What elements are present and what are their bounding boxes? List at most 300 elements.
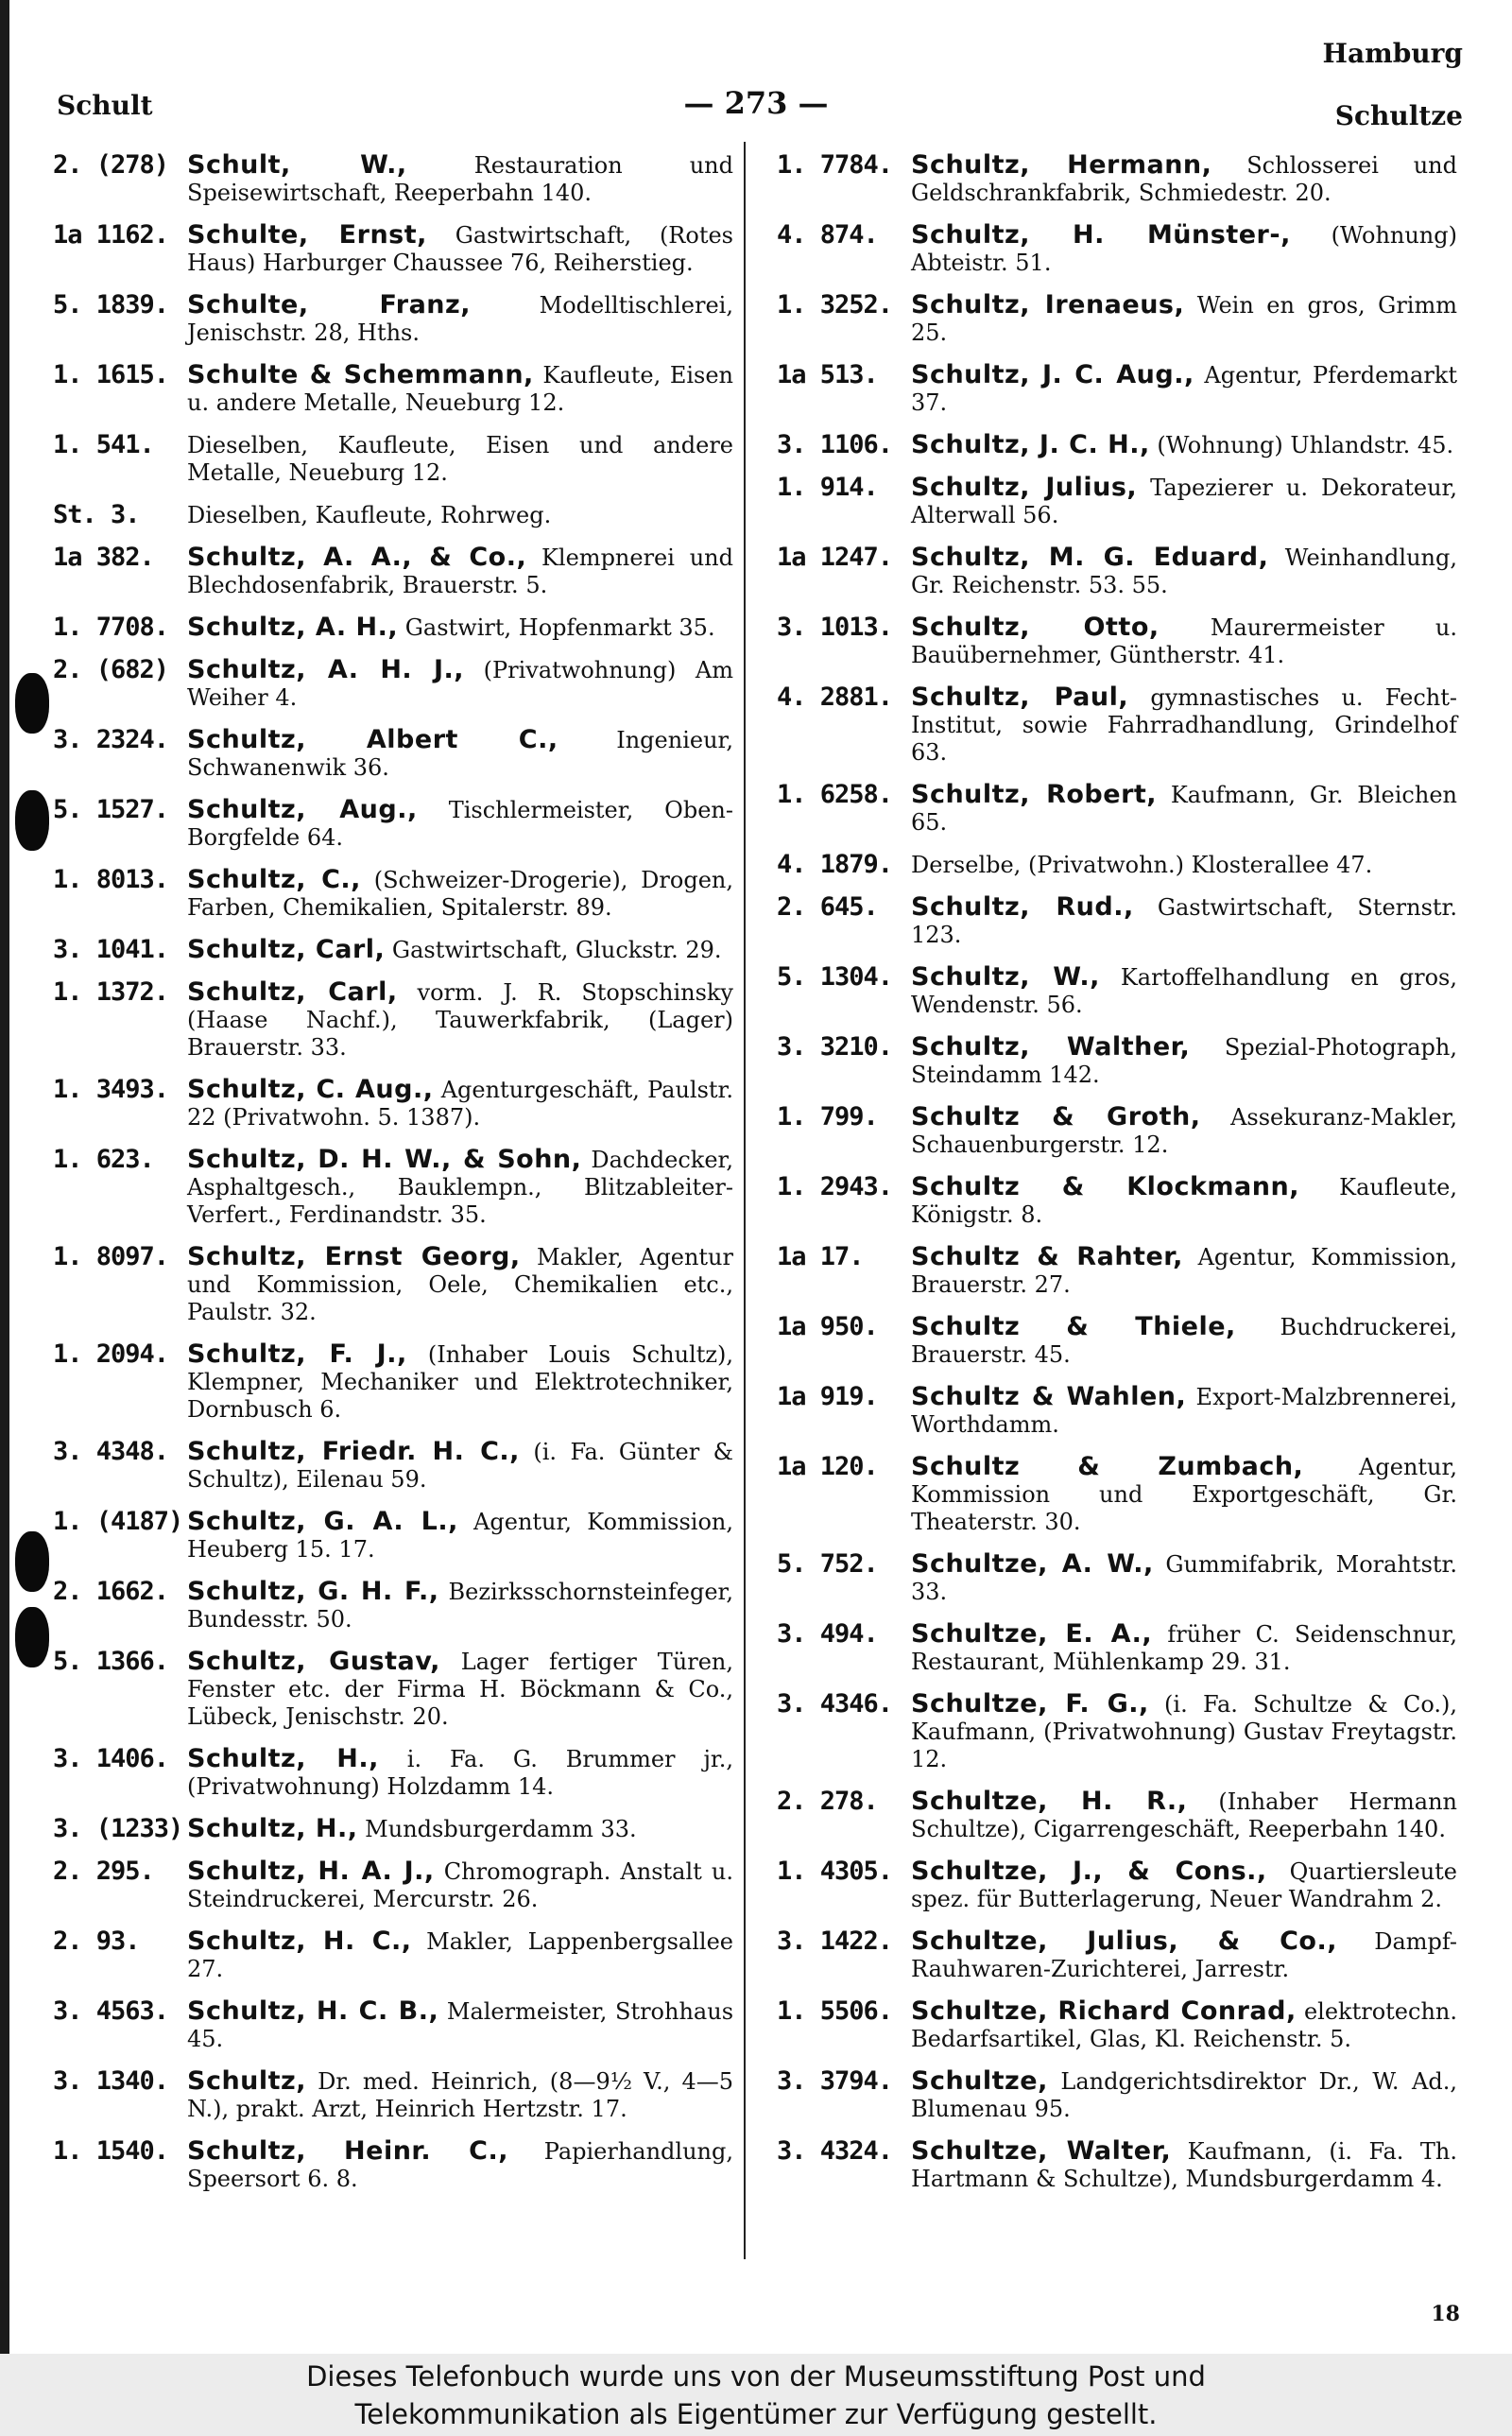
entry-details: Tischlermeister, Oben-Borgfelde 64. (187, 797, 733, 851)
entry-phone-number: 1. 5506. (777, 1996, 893, 2026)
entry-phone-number: 2. 93. (53, 1926, 140, 1956)
directory-entry (777, 1453, 1457, 1536)
entry-details: Wein en gros, Grimm 25. (911, 292, 1457, 346)
entry-name: Schultze, Richard Conrad, (911, 1996, 1297, 2026)
header-right-keyword: Schultze (1334, 100, 1463, 131)
directory-entry (777, 291, 1457, 347)
entry-body (911, 1103, 1457, 1159)
ink-blot (15, 1531, 49, 1592)
entry-name: Schultz, Rud., (911, 892, 1134, 922)
entry-phone-number: 1. 1540. (53, 2136, 169, 2166)
entry-phone-number: 4. 874. (777, 220, 878, 250)
entry-name: Schultz, A. A., & Co., (187, 543, 527, 572)
entry-body (187, 796, 733, 852)
entry-name: Schultz & Groth, (911, 1102, 1201, 1132)
entry-phone-number: 1. 8013. (53, 865, 169, 894)
entry-details: Gastwirtschaft, Gluckstr. 29. (385, 937, 722, 963)
entry-details: Agentur, Kommission, Heuberg 15. 17. (187, 1509, 733, 1563)
directory-entry (777, 781, 1457, 837)
entry-phone-number: 3. 1013. (777, 613, 893, 642)
entry-phone-number: 3. 3210. (777, 1032, 893, 1062)
entry-phone-number: 3. 3794. (777, 2066, 893, 2096)
entry-details: Schlosserei und Geldschrankfabrik, Schmiedestr. 20. (911, 152, 1457, 206)
directory-entry (777, 1690, 1457, 1773)
entry-name: Schultz, H. A. J., (187, 1857, 435, 1886)
entry-details: (i. Fa. Günter & Schultz), Eilenau 59. (187, 1439, 734, 1493)
entry-details: Weinhandlung, Gr. Reichenstr. 53. 55. (911, 544, 1458, 598)
entry-body (911, 1927, 1457, 1983)
entry-body (911, 1173, 1457, 1229)
entry-name: Schultze, J., & Cons., (911, 1857, 1267, 1886)
entry-name: Schultz, D. H. W., & Sohn, (187, 1145, 582, 1174)
entry-details: (Schweizer-Drogerie), Drogen, Farben, Chemikalien, Spitalerstr. 89. (187, 867, 733, 921)
entry-name: Schultz, H. C. B., (187, 1996, 439, 2026)
entry-name: Schultz, Carl, (187, 935, 386, 964)
directory-entry (53, 2137, 733, 2193)
entry-details: Buchdruckerei, Brauerstr. 45. (911, 1314, 1457, 1368)
header-page-number: — 273 — (683, 85, 829, 121)
entry-details: Ingenieur, Schwanenwik 36. (187, 727, 734, 781)
entry-phone-number: 4. 1879. (777, 850, 893, 879)
entry-details: Dieselben, Kaufleute, Eisen und andere Metalle, Neueburg 12. (187, 432, 733, 486)
directory-entry (53, 1243, 733, 1326)
header-left-keyword: Schult (57, 90, 153, 121)
entry-name: Schultz, Walther, (911, 1032, 1191, 1062)
entry-details: Lager fertiger Türen, Fenster etc. der Firma H. Böckmann & Co., Lübeck, Jenischstr. 20. (187, 1649, 733, 1730)
entry-phone-number: 5. 1839. (53, 290, 169, 320)
entry-name: Schultz, A. H., (187, 613, 399, 642)
entry-name: Schultz, W., (911, 962, 1100, 992)
entry-name: Schultz & Wahlen, (911, 1382, 1187, 1411)
entry-body (911, 1788, 1457, 1843)
entry-details: Agentur, Kommission und Exportgeschäft, Gr. Theaterstr. 30. (911, 1454, 1457, 1535)
directory-entry (53, 796, 733, 852)
entry-phone-number: 1. 1372. (53, 977, 169, 1007)
entry-details: Kaufleute, Königstr. 8. (911, 1174, 1458, 1228)
entry-name: Schultz, Robert, (911, 780, 1158, 809)
entry-phone-number: 2. 295. (53, 1857, 154, 1886)
entry-phone-number: 1. 2943. (777, 1172, 893, 1201)
entry-body (187, 1438, 733, 1494)
entry-body (911, 221, 1457, 277)
entry-details: früher C. Seidenschnur, Restaurant, Mühlenkamp 29. 31. (911, 1621, 1457, 1675)
entry-details: Agentur, Kommission, Brauerstr. 27. (911, 1244, 1457, 1298)
entry-body (187, 431, 733, 487)
entry-name: Schultz, Paul, (911, 682, 1129, 712)
entry-phone-number: 1. (4187) (53, 1507, 183, 1536)
entry-body (911, 474, 1457, 529)
entry-name: Schultz, F. J., (187, 1339, 407, 1369)
entry-details: Bezirksschornsteinfeger, Bundesstr. 50. (187, 1579, 733, 1633)
entry-phone-number: St. 3. (53, 500, 140, 529)
entry-body (187, 2137, 733, 2193)
entry-phone-number: 2. (278) (53, 150, 169, 180)
entry-name: Schultz, Friedr. H. C., (187, 1437, 520, 1466)
entry-body (187, 1927, 733, 1983)
entry-details: Kartoffelhandlung en gros, Wendenstr. 56. (911, 964, 1457, 1018)
entry-details: (i. Fa. Schultze & Co.), Kaufmann, (Privatwohnung) Gustav Freytagstr. 12. (911, 1691, 1458, 1772)
entry-details: Derselbe, (Privatwohn.) Klosterallee 47. (911, 852, 1373, 878)
directory-entry (777, 893, 1457, 949)
entry-phone-number: 3. 2324. (53, 725, 169, 754)
directory-entry (53, 866, 733, 922)
entry-name: Schultz, J. C. Aug., (911, 360, 1194, 389)
entry-phone-number: 1a 1247. (777, 543, 893, 572)
entry-body (911, 544, 1457, 599)
entry-name: Schultz & Zumbach, (911, 1452, 1304, 1481)
entry-body (187, 978, 733, 1062)
directory-entry (53, 221, 733, 277)
entry-body (187, 544, 733, 599)
ink-blot (15, 1607, 49, 1667)
entry-details: Quartiersleute spez. für Butterlagerung, Neuer Wandrahm 2. (911, 1858, 1457, 1912)
entry-phone-number: 5. 1527. (53, 795, 169, 824)
directory-entry (53, 1578, 733, 1633)
entry-body (187, 291, 733, 347)
entry-details: Mundsburgerdamm 33. (357, 1816, 637, 1842)
entry-phone-number: 1. 7784. (777, 150, 893, 180)
directory-entry (53, 613, 733, 642)
entry-body (911, 2137, 1457, 2193)
entry-body (911, 781, 1457, 837)
entry-name: Schultze, E. A., (911, 1619, 1153, 1649)
entry-details: Agenturgeschäft, Paulstr. 22 (Privatwohn. 5. 1387). (187, 1077, 734, 1131)
entry-phone-number: 2. 645. (777, 892, 878, 922)
entry-phone-number: 1a 17. (777, 1242, 864, 1271)
entry-details: Kaufmann, (i. Fa. Th. Hartmann & Schultze), Mundsburgerdamm 4. (911, 2138, 1457, 2192)
entry-details: Dr. med. Heinrich, (8—9½ V., 4—5 N.), prakt. Arzt, Heinrich Hertzstr. 17. (187, 2068, 733, 2122)
entry-details: gymnastisches u. Fecht-Institut, sowie Fahrradhandlung, Grindelhof 63. (911, 684, 1457, 766)
directory-entry (53, 361, 733, 417)
entry-body (187, 1815, 733, 1843)
entry-details: (Wohnung) Abteistr. 51. (911, 222, 1457, 276)
entry-body (911, 1033, 1457, 1089)
directory-entry (777, 1173, 1457, 1229)
entry-body (187, 866, 733, 922)
entry-phone-number: 5. 1304. (777, 962, 893, 992)
entry-details: Landgerichtsdirektor Dr., W. Ad., Blumenau 95. (911, 2068, 1457, 2122)
entry-details: Makler, Lappenbergsallee 27. (187, 1928, 733, 1982)
directory-entry (53, 1815, 733, 1843)
entry-name: Schultz, H. Münster-, (911, 220, 1291, 250)
entry-phone-number: 1. 6258. (777, 780, 893, 809)
directory-entry (777, 151, 1457, 207)
directory-entry (53, 1438, 733, 1494)
entry-body (187, 656, 733, 712)
entry-phone-number: 3. 4324. (777, 2136, 893, 2166)
entry-name: Schulte & Schemmann, (187, 360, 534, 389)
entry-name: Schultz, Otto, (911, 613, 1160, 642)
column-divider (744, 142, 746, 2259)
entry-phone-number: 3. (1233) (53, 1814, 183, 1843)
entry-phone-number: 3. 1422. (777, 1926, 893, 1956)
directory-entry (777, 1550, 1457, 1606)
entry-phone-number: 1. 4305. (777, 1857, 893, 1886)
entry-phone-number: 3. 4346. (777, 1689, 893, 1719)
entry-details: Gastwirtschaft, Sternstr. 123. (911, 894, 1457, 948)
entry-phone-number: 1a 919. (777, 1382, 878, 1411)
entry-name: Schultz, J. C. H., (911, 430, 1150, 459)
entry-phone-number: 1. 914. (777, 473, 878, 502)
entry-name: Schultze, F. G., (911, 1689, 1149, 1719)
ink-blot (15, 790, 49, 851)
entry-details: Agentur, Pferdemarkt 37. (911, 362, 1457, 416)
directory-entry (53, 1146, 733, 1229)
entry-name: Schulte, Franz, (187, 290, 471, 320)
entry-name: Schultze, (911, 2066, 1048, 2096)
entry-name: Schultz, Julius, (911, 473, 1138, 502)
entry-phone-number: 1. 3493. (53, 1075, 169, 1104)
entry-name: Schultz, H. C., (187, 1926, 412, 1956)
entry-details: (Privatwohnung) Am Weiher 4. (187, 657, 733, 711)
entry-body (911, 1243, 1457, 1299)
directory-entry (53, 726, 733, 782)
entry-phone-number: 1. 623. (53, 1145, 154, 1174)
directory-entry (777, 221, 1457, 277)
entry-details: Papierhandlung, Speersort 6. 8. (187, 2138, 734, 2192)
entry-body (911, 1313, 1457, 1369)
entry-body (911, 151, 1457, 207)
entry-body (187, 1578, 733, 1633)
directory-entry (53, 501, 733, 529)
entry-name: Schultz, H., (187, 1744, 379, 1773)
entry-name: Schultz, C., (187, 865, 361, 894)
entry-body (187, 221, 733, 277)
directory-entry (53, 1648, 733, 1731)
directory-entry (53, 656, 733, 712)
directory-entry (53, 1997, 733, 2053)
header-city: Hamburg (1322, 38, 1463, 69)
directory-entry (53, 544, 733, 599)
directory-entry (777, 1857, 1457, 1913)
entry-name: Schultz, Heinr. C., (187, 2136, 508, 2166)
entry-phone-number: 1a 1162. (53, 220, 169, 250)
entry-phone-number: 3. 4563. (53, 1996, 169, 2026)
entry-name: Schultz, Ernst Georg, (187, 1242, 521, 1271)
entry-phone-number: 3. 1340. (53, 2066, 169, 2096)
entry-body (187, 1340, 733, 1424)
entry-name: Schultz & Thiele, (911, 1312, 1236, 1341)
entry-body (911, 1690, 1457, 1773)
entry-body (187, 1076, 733, 1132)
entry-details: Assekuranz-Makler, Schauenburgerstr. 12. (911, 1104, 1457, 1158)
entry-phone-number: 1a 513. (777, 360, 878, 389)
directory-entry (777, 474, 1457, 529)
entry-details: Makler, Agentur und Kommission, Oele, Chemikalien etc., Paulstr. 32. (187, 1244, 733, 1325)
directory-entry (53, 1857, 733, 1913)
directory-entry (777, 1383, 1457, 1439)
entry-body (187, 613, 733, 642)
directory-entry (53, 1927, 733, 1983)
entry-body (911, 291, 1457, 347)
entry-phone-number: 3. 494. (777, 1619, 878, 1649)
entry-body (911, 893, 1457, 949)
directory-entry (777, 851, 1457, 879)
entry-details: Kaufleute, Eisen u. andere Metalle, Neueburg 12. (187, 362, 733, 416)
entry-details: Chromograph. Anstalt u. Steindruckerei, Mercurstr. 26. (187, 1858, 733, 1912)
entry-name: Schultze, A. W., (911, 1549, 1154, 1579)
entry-name: Schultz, G. H. F., (187, 1577, 439, 1606)
directory-entry (53, 936, 733, 964)
directory-entry (53, 978, 733, 1062)
entry-name: Schultz & Klockmann, (911, 1172, 1299, 1201)
entry-body (911, 1857, 1457, 1913)
entry-phone-number: 3. 1406. (53, 1744, 169, 1773)
entry-body (187, 501, 733, 529)
entry-body (187, 1146, 733, 1229)
page-edge-shadow (0, 0, 9, 2354)
entry-details: (Inhaber Hermann Schultze), Cigarrengeschäft, Reeperbahn 140. (911, 1788, 1457, 1842)
entry-body (911, 2067, 1457, 2123)
directory-entry (53, 1745, 733, 1801)
entry-phone-number: 5. 752. (777, 1549, 878, 1579)
directory-entry (777, 613, 1457, 669)
directory-entry (53, 2067, 733, 2123)
entry-details: Dampf-Rauhwaren-Zurichterei, Jarrestr. (911, 1928, 1458, 1982)
directory-entry (777, 544, 1457, 599)
entry-name: Schultz, Aug., (187, 795, 418, 824)
entry-body (911, 1620, 1457, 1676)
entry-phone-number: 1. 541. (53, 430, 154, 459)
entry-body (187, 936, 733, 964)
entry-name: Schultz, Gustav, (187, 1647, 440, 1676)
archive-notice (0, 2354, 1512, 2436)
entry-phone-number: 2. 278. (777, 1787, 878, 1816)
entry-details: Spezial-Photograph, Steindamm 142. (911, 1034, 1457, 1088)
directory-entry (53, 431, 733, 487)
entry-body (911, 963, 1457, 1019)
directory-entry (777, 1033, 1457, 1089)
entry-body (187, 1508, 733, 1564)
entry-phone-number: 1. 799. (777, 1102, 878, 1132)
entry-phone-number: 3. 1106. (777, 430, 893, 459)
entry-phone-number: 1. 2094. (53, 1339, 169, 1369)
entry-body (187, 1745, 733, 1801)
directory-entry (777, 1927, 1457, 1983)
entry-name: Schultz, (187, 2066, 307, 2096)
entry-phone-number: 3. 1041. (53, 935, 169, 964)
entry-phone-number: 1. 7708. (53, 613, 169, 642)
entry-name: Schultz, Hermann, (911, 150, 1212, 180)
entry-body (187, 151, 733, 207)
entry-name: Schultz, C. Aug., (187, 1075, 434, 1104)
entry-name: Schultze, Walter, (911, 2136, 1172, 2166)
directory-entry (777, 431, 1457, 459)
entry-details: Tapezierer u. Dekorateur, Alterwall 56. (911, 475, 1457, 528)
entry-details: Gastwirt, Hopfenmarkt 35. (398, 614, 715, 641)
entry-details: elektrotechn. Bedarfsartikel, Glas, Kl. Reichenstr. 5. (911, 1998, 1457, 2052)
entry-details: i. Fa. G. Brummer jr., (Privatwohnung) Holzdamm 14. (187, 1746, 733, 1800)
entry-body (911, 683, 1457, 767)
entry-name: Schultz, H., (187, 1814, 358, 1843)
entry-details: vorm. J. R. Stopschinsky (Haase Nachf.), Tauwerkfabrik, (Lager) Brauerstr. 33. (187, 979, 733, 1061)
entry-phone-number: 1. 3252. (777, 290, 893, 320)
entry-body (911, 613, 1457, 669)
entry-name: Schult, W., (187, 150, 407, 180)
directory-entry (777, 963, 1457, 1019)
entry-details: Dieselben, Kaufleute, Rohrweg. (187, 502, 552, 528)
archive-notice-line-2: Telekommunikation als Eigentümer zur Verfügung gestellt. (354, 2398, 1158, 2430)
directory-entry (777, 1997, 1457, 2053)
directory-entry (777, 2137, 1457, 2193)
entry-phone-number: 1a 120. (777, 1452, 878, 1481)
entry-phone-number: 3. 4348. (53, 1437, 169, 1466)
entry-body (911, 1997, 1457, 2053)
entry-name: Schultz & Rahter, (911, 1242, 1183, 1271)
directory-entry (777, 1788, 1457, 1843)
entry-details: (Wohnung) Uhlandstr. 45. (1149, 432, 1454, 458)
entry-body (187, 2067, 733, 2123)
archive-notice-line-1: Dieses Telefonbuch wurde uns von der Museumsstiftung Post und (306, 2360, 1206, 2393)
entry-body (911, 1550, 1457, 1606)
entry-name: Schultz, Irenaeus, (911, 290, 1185, 320)
right-column (777, 151, 1457, 2207)
entry-name: Schultz, M. G. Eduard, (911, 543, 1269, 572)
entry-phone-number: 1. 1615. (53, 360, 169, 389)
left-column (53, 151, 733, 2207)
entry-phone-number: 1a 950. (777, 1312, 878, 1341)
entry-details: Modelltischlerei, Jenischstr. 28, Hths. (187, 292, 733, 346)
entry-body (187, 1997, 733, 2053)
entry-body (911, 431, 1457, 459)
entry-name: Schultz, Albert C., (187, 725, 558, 754)
entry-phone-number: 5. 1366. (53, 1647, 169, 1676)
entry-phone-number: 1. 8097. (53, 1242, 169, 1271)
directory-entry (777, 1620, 1457, 1676)
footer-page-number: 18 (1431, 2302, 1460, 2326)
entry-details: Dachdecker, Asphaltgesch., Bauklempn., Blitzableiter-Verfert., Ferdinandstr. 35. (187, 1147, 734, 1228)
directory-entry (53, 1076, 733, 1132)
entry-name: Schultz, G. A. L., (187, 1507, 458, 1536)
entry-details: Malermeister, Strohhaus 45. (187, 1998, 734, 2052)
entry-details: Restauration und Speisewirtschaft, Reeperbahn 140. (187, 152, 733, 206)
directory-entry (777, 361, 1457, 417)
entry-body (911, 851, 1457, 879)
entry-name: Schultze, Julius, & Co., (911, 1926, 1337, 1956)
entry-body (911, 361, 1457, 417)
entry-body (187, 726, 733, 782)
entry-name: Schultz, Carl, (187, 977, 398, 1007)
entry-details: Gummifabrik, Morahtstr. 33. (911, 1551, 1457, 1605)
entry-body (187, 1648, 733, 1731)
ink-blot (15, 673, 49, 734)
entry-details: Gastwirtschaft, (Rotes Haus) Harburger Chaussee 76, Reiherstieg. (187, 222, 733, 276)
entry-details: Maurermeister u. Bauübernehmer, Güntherstr. 41. (911, 614, 1458, 668)
directory-entry (53, 1340, 733, 1424)
entry-phone-number: 4. 2881. (777, 682, 893, 712)
directory-entry (53, 1508, 733, 1564)
directory-entry (777, 1243, 1457, 1299)
entry-details: Kaufmann, Gr. Bleichen 65. (911, 782, 1457, 836)
entry-phone-number: 2. 1662. (53, 1577, 169, 1606)
entry-details: (Inhaber Louis Schultz), Klempner, Mechaniker und Elektrotechniker, Dornbusch 6. (187, 1341, 733, 1423)
entry-body (911, 1383, 1457, 1439)
directory-entry (777, 683, 1457, 767)
entry-phone-number: 2. (682) (53, 655, 169, 684)
directory-entry (53, 291, 733, 347)
directory-entry (53, 151, 733, 207)
entry-phone-number: 1a 382. (53, 543, 154, 572)
entry-name: Schultze, H. R., (911, 1787, 1188, 1816)
entry-body (187, 361, 733, 417)
entry-body (911, 1453, 1457, 1536)
entry-body (187, 1243, 733, 1326)
directory-entry (777, 1313, 1457, 1369)
entry-details: Klempnerei und Blechdosenfabrik, Brauerstr. 5. (187, 544, 733, 598)
entry-name: Schultz, A. H. J., (187, 655, 465, 684)
directory-entry (777, 1103, 1457, 1159)
entry-name: Schulte, Ernst, (187, 220, 427, 250)
